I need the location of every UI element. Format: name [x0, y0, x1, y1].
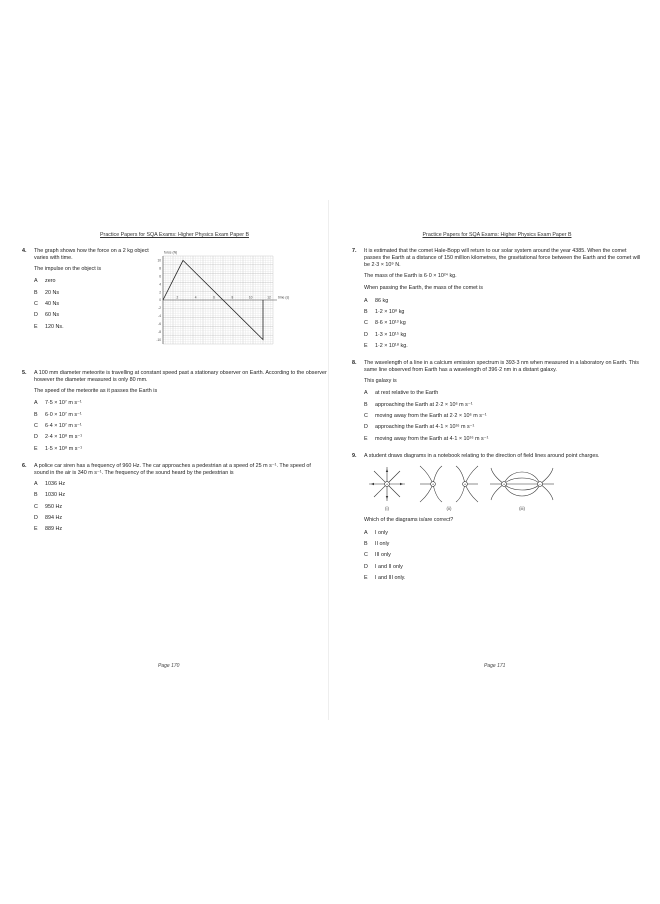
option-text: 1·2 × 10¹⁸ kg.: [375, 342, 408, 349]
option-letter: C: [364, 320, 368, 327]
q9-prompt: Which of the diagrams is/are correct?: [364, 517, 454, 524]
right-header: Practice Papers for SQA Exams: Higher Physics Exam Paper B: [422, 232, 572, 238]
question-9: [352, 453, 642, 460]
q7-option: [364, 298, 642, 305]
diagram-ii-svg: [418, 464, 480, 504]
option-letter: C: [364, 412, 368, 419]
q4-option: [34, 324, 152, 331]
svg-text:+: +: [502, 481, 506, 487]
q5-option: [34, 446, 327, 453]
y-tick-label: 4: [159, 282, 161, 287]
q7-option: [364, 332, 642, 339]
option-letter: B: [364, 540, 368, 547]
option-text: 2·4 × 10⁸ m s⁻¹: [45, 434, 83, 441]
option-letter: A: [34, 278, 38, 285]
q8-prompt: This galaxy is: [364, 378, 397, 385]
option-text: 7·5 × 10⁷ m s⁻¹: [45, 400, 82, 407]
option-text: moving away from the Earth at 4·1 × 10¹⁶ m s⁻¹: [375, 435, 489, 442]
q6-option: [34, 504, 327, 511]
q5-option: [34, 434, 327, 441]
y-tick-label: 2: [159, 290, 161, 295]
option-text: 60 Ns: [45, 312, 60, 319]
q8-option: [364, 436, 642, 443]
q6-option: [34, 481, 327, 488]
q5-number: 5.: [22, 369, 27, 376]
question-7: [352, 248, 642, 350]
option-letter: A: [364, 297, 368, 304]
option-letter: D: [34, 514, 38, 521]
q8-option: [364, 413, 642, 420]
option-text: 1·2 × 10⁸ kg: [375, 308, 405, 315]
diagram-iii-label: (iii): [519, 505, 525, 511]
option-text: I only: [375, 529, 388, 536]
y-tick-label: -6: [158, 321, 161, 326]
option-text: 950 Hz: [45, 503, 63, 510]
svg-text:+: +: [385, 481, 389, 487]
q7-stem: It is estimated that the comet Hale-Bopp will return to our solar system around the year 4385. When the comet passes the Earth at a distance of 150 million kilometres, the gravitational force between the Earth and the comet will be 2·3 × 10⁹ N.: [364, 247, 641, 269]
svg-text:+: +: [463, 481, 467, 487]
option-letter: B: [34, 492, 38, 499]
right-footer: Page 171: [484, 663, 506, 669]
q7-option: [364, 343, 642, 350]
q8-number: 8.: [352, 359, 357, 366]
option-letter: E: [364, 435, 368, 442]
diagram-iii-svg: [488, 464, 556, 504]
y-tick-label: 10: [157, 258, 161, 263]
option-letter: E: [34, 526, 38, 533]
diagram-ii: [418, 464, 480, 512]
q8-option: [364, 390, 642, 397]
left-header: Practice Papers for SQA Exams: Higher Physics Exam Paper B: [100, 232, 249, 238]
option-letter: C: [34, 503, 38, 510]
option-text: 6·4 × 10⁷ m s⁻¹: [45, 422, 82, 429]
option-text: 20 Ns: [45, 289, 60, 296]
option-letter: C: [34, 422, 38, 429]
q7-options: [364, 298, 642, 350]
option-text: I and III only.: [375, 574, 406, 581]
x-axis-label: time (s): [278, 295, 290, 300]
option-text: 6·0 × 10⁷ m s⁻¹: [45, 411, 82, 418]
option-letter: E: [364, 574, 368, 581]
option-text: 1·3 × 10¹⁵ kg: [375, 331, 407, 338]
force-time-graph-svg: [151, 248, 291, 348]
q9-number: 9.: [352, 452, 357, 459]
option-text: 894 Hz: [45, 514, 63, 521]
question-4: [22, 248, 327, 360]
q5-stem: A 100 mm diameter meteorite is travelling at constant speed past a stationary observer on Earth. According to the observer however the diameter measured is only 80 mm.: [34, 369, 327, 384]
q8-option: [364, 402, 642, 409]
x-tick-label: 4: [194, 295, 197, 300]
option-letter: D: [34, 312, 38, 319]
q6-stem: A police car siren has a frequency of 960 Hz. The car approaches a pedestrian at a speed of 25 m s⁻¹. The speed of sound in the air is 340 m s⁻¹. The frequency of the sound heard by the pedestrian is: [34, 462, 311, 476]
option-letter: C: [364, 552, 368, 559]
option-text: 120 Ns.: [45, 323, 64, 330]
option-text: moving away from the Earth at 2·2 × 10⁶ m s⁻¹: [375, 412, 487, 419]
x-tick-label: 12: [267, 295, 271, 300]
force-time-graph: [151, 248, 291, 351]
option-letter: A: [34, 480, 38, 487]
q4-prompt: The impulse on the object is: [34, 266, 102, 273]
q5-options: [34, 400, 327, 452]
question-9-answers: [352, 517, 642, 582]
y-tick-label: 8: [159, 266, 161, 271]
q9-option: [364, 552, 642, 559]
option-letter: D: [364, 563, 368, 570]
option-letter: A: [364, 529, 368, 536]
option-letter: D: [364, 331, 368, 338]
q6-number: 6.: [22, 462, 27, 469]
q4-option: [34, 290, 152, 297]
right-page: [352, 232, 642, 692]
q5-option: [34, 400, 327, 407]
diagram-ii-label: (ii): [446, 505, 452, 511]
option-letter: A: [364, 390, 368, 397]
y-tick-label: -8: [158, 329, 161, 334]
page-spine: [328, 200, 329, 720]
option-text: 1036 Hz: [45, 480, 66, 487]
option-text: 889 Hz: [45, 526, 63, 533]
left-page: [22, 232, 327, 692]
diagram-i: [364, 464, 410, 512]
q4-options: [34, 278, 152, 330]
q9-option: [364, 541, 642, 548]
q4-option: [34, 312, 152, 319]
q7-number: 7.: [352, 247, 357, 254]
option-letter: B: [34, 411, 38, 418]
q7-option: [364, 320, 642, 327]
field-line-diagrams: [364, 464, 642, 512]
option-text: zero: [45, 278, 56, 285]
q6-option: [34, 492, 327, 499]
option-text: II only: [375, 540, 390, 547]
option-letter: C: [34, 300, 38, 307]
q9-option: [364, 575, 642, 582]
option-text: at rest relative to the Earth: [375, 390, 439, 397]
q6-options: [34, 481, 327, 533]
q8-options: [364, 390, 642, 442]
q4-option: [34, 278, 152, 285]
left-footer: Page 170: [158, 663, 180, 669]
q5-option: [34, 412, 327, 419]
q9-stem: A student draws diagrams in a notebook relating to the direction of field lines around point charges.: [364, 452, 600, 459]
option-text: I and II only: [375, 563, 403, 570]
y-axis-label: force (N): [164, 250, 178, 255]
option-text: approaching the Earth at 4·1 × 10¹⁶ m s⁻¹: [375, 424, 475, 431]
option-letter: E: [364, 342, 368, 349]
option-text: 86 kg: [375, 297, 389, 304]
diagram-i-svg: [364, 464, 410, 504]
y-tick-label: 0: [159, 298, 161, 303]
diagram-i-label: (i): [385, 505, 389, 511]
q7-sub: The mass of the Earth is 6·0 × 10²⁴ kg.: [364, 273, 457, 280]
svg-text:+: +: [431, 481, 435, 487]
option-letter: D: [34, 434, 38, 441]
q5-prompt: The speed of the meteorite as it passes the Earth is: [34, 388, 158, 395]
q4-number: 4.: [22, 247, 27, 254]
q6-option: [34, 526, 327, 533]
option-letter: B: [364, 308, 368, 315]
q4-option: [34, 301, 152, 308]
q8-stem: The wavelength of a line in a calcium emission spectrum is 393·3 nm when measured in a laboratory on Earth. This same line observed from Earth has a wavelength of 396·2 nm in a distant galaxy.: [364, 359, 639, 374]
q8-option: [364, 424, 642, 431]
diagram-iii: [488, 464, 556, 512]
question-5: [22, 370, 327, 453]
option-text: approaching the Earth at 2·2 × 10⁶ m s⁻¹: [375, 401, 473, 408]
option-letter: B: [364, 401, 368, 408]
y-tick-label: -2: [158, 306, 161, 311]
q9-option: [364, 564, 642, 571]
q6-option: [34, 515, 327, 522]
q9-option: [364, 530, 642, 537]
option-letter: A: [34, 400, 38, 407]
option-text: 8·6 × 10¹³ kg: [375, 320, 406, 327]
option-letter: B: [34, 289, 38, 296]
option-letter: D: [364, 424, 368, 431]
x-tick-label: 2: [176, 295, 179, 300]
y-tick-label: 6: [159, 274, 161, 279]
q9-options: [364, 530, 642, 582]
x-tick-label: 8: [231, 295, 234, 300]
option-text: 40 Ns: [45, 300, 60, 307]
svg-text:–: –: [538, 481, 542, 487]
y-tick-label: -4: [158, 314, 161, 319]
question-6: [22, 463, 327, 534]
option-letter: E: [34, 323, 38, 330]
option-letter: E: [34, 445, 38, 452]
option-text: 1·5 × 10⁸ m s⁻¹: [45, 445, 83, 452]
option-text: 1030 Hz: [45, 492, 66, 499]
x-tick-label: 6: [213, 295, 215, 300]
question-8: [352, 360, 642, 443]
q7-option: [364, 309, 642, 316]
option-text: III only: [375, 552, 391, 559]
q5-option: [34, 423, 327, 430]
q7-prompt: When passing the Earth, the mass of the comet is: [364, 285, 483, 292]
x-tick-label: 10: [248, 295, 253, 300]
q4-stem: The graph shows how the force on a 2 kg object varies with time.: [34, 247, 149, 262]
y-tick-label: -10: [156, 337, 161, 342]
